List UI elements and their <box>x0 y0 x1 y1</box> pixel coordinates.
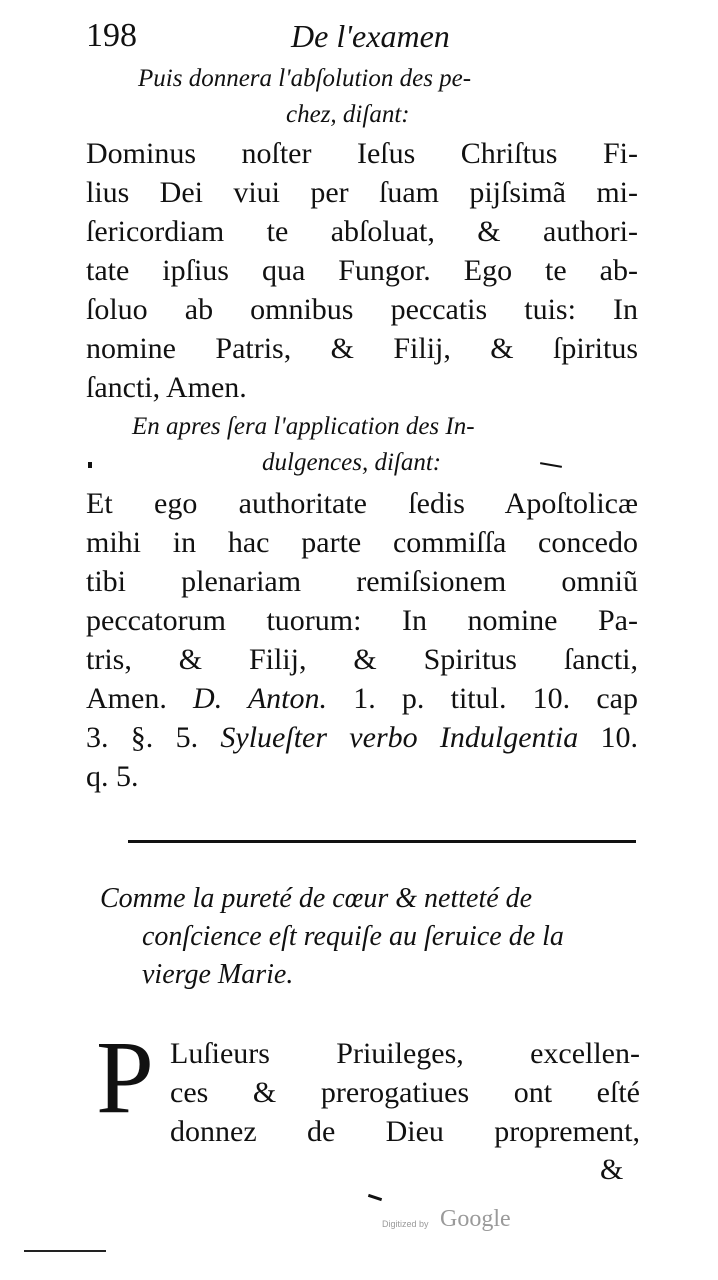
ink-speck <box>368 1194 382 1201</box>
text-line: nomine Patris, & Filij, & ſpiritus <box>86 332 638 365</box>
text-line: Et ego authoritate ſedis Apoſtolicæ <box>86 487 638 520</box>
chapter-heading <box>100 880 660 994</box>
text-line: Dominus noſter Ieſus Chriſtus Fi- <box>86 137 638 170</box>
text-line: peccatorum tuorum: In nomine Pa- <box>86 604 638 637</box>
heading-line: Comme la pureté de cœur & netteté de <box>100 883 533 914</box>
text-line: ſancti, Amen. <box>86 371 247 404</box>
text-line: tate ipſius qua Fungor. Ego te ab- <box>86 254 638 287</box>
drop-cap: P <box>96 1020 154 1135</box>
citation-reference: 3. §. 5. <box>86 721 199 754</box>
catchword: & <box>600 1153 624 1186</box>
digitization-watermark <box>382 1206 542 1236</box>
text-line: ces & prerogatiues ont eſté <box>170 1076 640 1109</box>
rubric-line: En apres ſera l'application des In- <box>132 413 475 440</box>
citation-line <box>86 718 638 757</box>
text-line: tibi plenariam remiſsionem omniũ <box>86 565 638 598</box>
text-line: ſericordiam te abſoluat, & authori- <box>86 215 638 248</box>
watermark-prefix: Digitized by <box>382 1219 429 1229</box>
watermark-brand: Google <box>440 1206 511 1232</box>
page-number: 198 <box>86 17 137 54</box>
section-divider <box>128 840 636 843</box>
heading-line: conſcience eſt requiſe au ſeruice de la <box>142 921 564 952</box>
indulgence-formula <box>86 484 638 796</box>
page-header <box>86 14 686 58</box>
citation-line: q. 5. <box>86 760 139 793</box>
opening-paragraph <box>170 1034 640 1151</box>
rubric-line: dulgences, diſant: <box>262 449 442 476</box>
text-line: lius Dei viui per ſuam pijſsimã mi- <box>86 176 638 209</box>
citation-reference: 1. p. titul. 10. cap <box>353 682 638 715</box>
citation-line <box>86 679 638 718</box>
heading-line: vierge Marie. <box>142 959 294 990</box>
absolution-formula <box>86 134 638 407</box>
text-line: donnez de Dieu proprement, <box>170 1115 640 1148</box>
ink-speck <box>88 462 92 468</box>
rubric-line: Puis donnera l'abſolution des pe- <box>138 65 472 92</box>
text-line: tris, & Filij, & Spiritus ſancti, <box>86 643 638 676</box>
text-line: mihi in hac parte commiſſa concedo <box>86 526 638 559</box>
citation-author: D. Anton. <box>193 682 328 715</box>
ink-speck <box>540 462 562 468</box>
rubric-line: chez, diſant: <box>286 101 410 128</box>
text-line: ſoluo ab omnibus peccatis tuis: In <box>86 293 638 326</box>
text-fragment: Amen. <box>86 682 167 715</box>
footer-rule <box>24 1250 106 1252</box>
citation-author: Sylueſter verbo Indulgentia <box>220 721 579 754</box>
text-line: Luſieurs Priuileges, excellen- <box>170 1037 640 1070</box>
citation-reference: 10. <box>600 721 639 754</box>
running-title: De l'examen <box>291 18 450 54</box>
